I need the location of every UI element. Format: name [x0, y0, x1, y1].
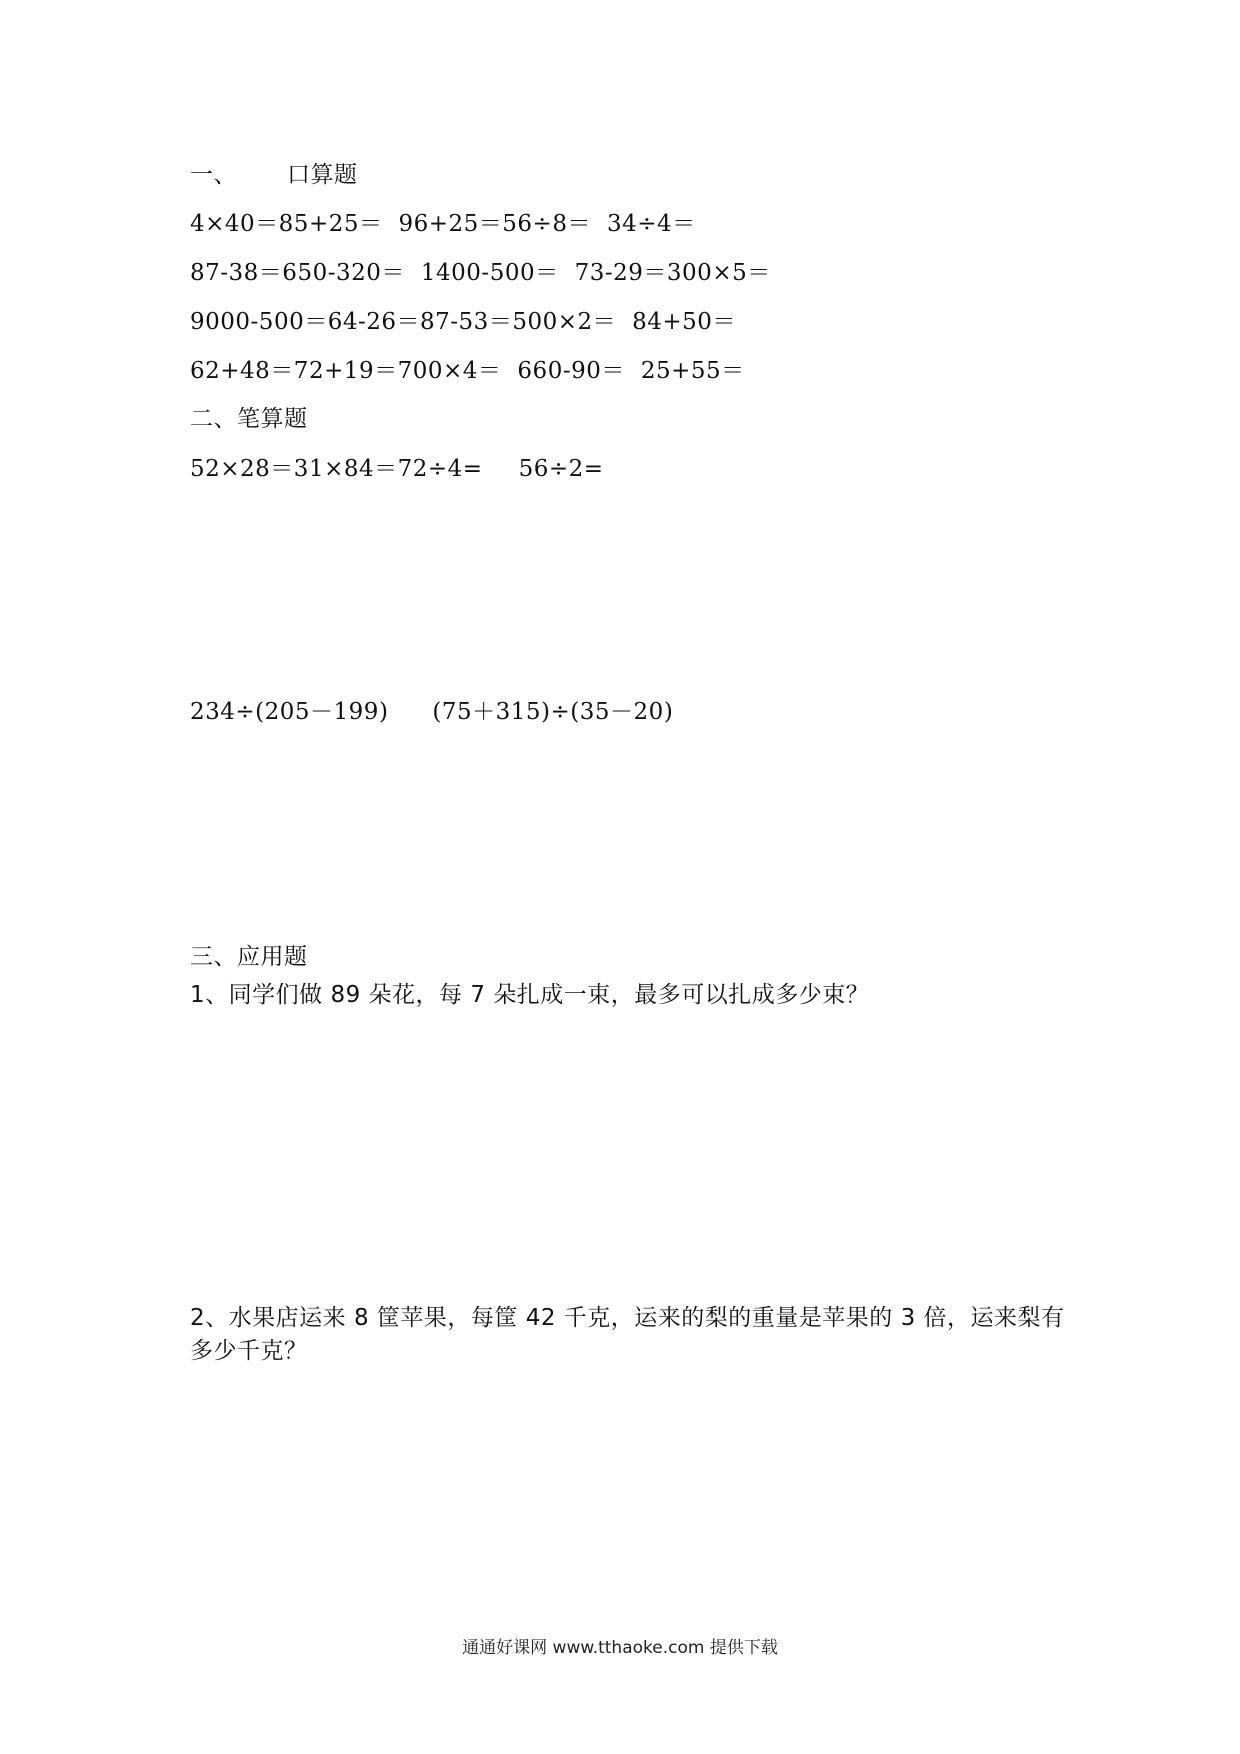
written-item: 234÷(205－199)	[190, 699, 389, 725]
oral-row-3	[190, 307, 736, 337]
oral-item: 96+25＝56÷8＝	[398, 211, 591, 237]
written-row-2	[190, 697, 673, 727]
oral-item: 34÷4＝	[606, 211, 696, 237]
section1-heading-text: 口算题	[287, 162, 358, 188]
application-problem-1: 1、同学们做 89 朵花，每 7 朵扎成一束，最多可以扎成多少束？	[190, 982, 870, 1008]
oral-item: 84+50＝	[632, 309, 736, 335]
oral-item: 73-29＝300×5＝	[574, 260, 771, 286]
oral-item: 4×40＝85+25＝	[190, 211, 383, 237]
written-item: 52×28＝31×84＝72÷4=	[190, 456, 483, 482]
oral-row-2	[190, 258, 771, 288]
oral-item: 87-38＝650-320＝	[190, 260, 405, 286]
oral-row-4	[190, 356, 745, 386]
footer-credit: 通通好课网 www.tthaoke.com 提供下载	[462, 1638, 778, 1658]
application-problem-2: 2、水果店运来 8 筐苹果，每筐 42 千克，运来的梨的重量是苹果的 3 倍，运来梨有多少千克？	[190, 1305, 1065, 1364]
section1-heading-num: 一、	[190, 162, 237, 188]
oral-item: 25+55＝	[640, 358, 745, 384]
oral-item: 62+48＝72+19＝700×4＝	[190, 358, 502, 384]
oral-item: 660-90＝	[517, 358, 625, 384]
oral-item: 9000-500＝64-26＝87-53＝500×2＝	[190, 309, 617, 335]
written-row-1	[190, 454, 604, 484]
section3-heading: 三、应用题	[190, 944, 308, 970]
oral-row-1	[190, 209, 696, 239]
section1-heading	[190, 160, 358, 190]
oral-item: 1400-500＝	[420, 260, 559, 286]
written-item: (75＋315)÷(35－20)	[432, 699, 674, 725]
written-item: 56÷2=	[518, 456, 604, 482]
section2-heading: 二、笔算题	[190, 406, 308, 432]
